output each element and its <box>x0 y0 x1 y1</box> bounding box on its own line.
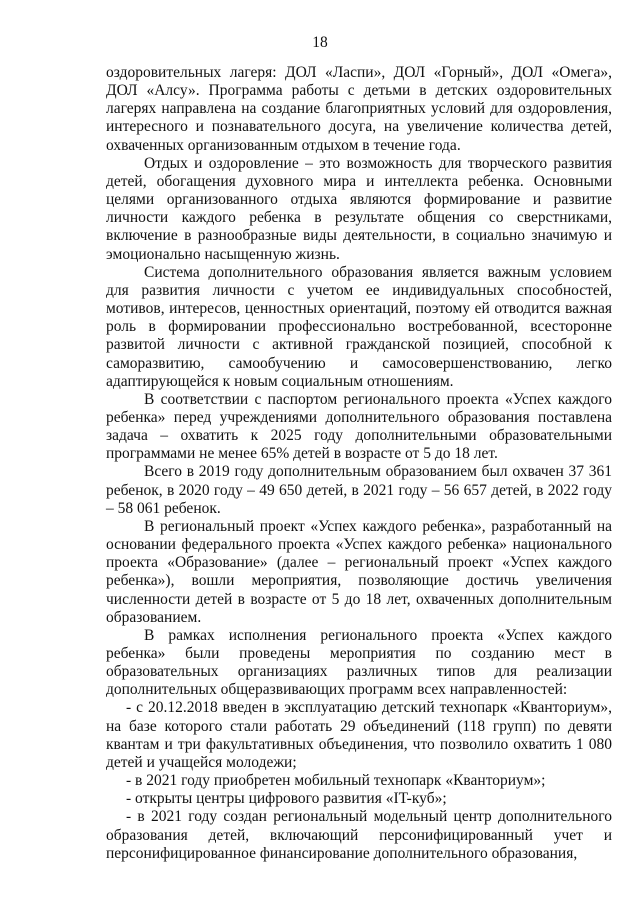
page-body <box>106 64 612 863</box>
paragraph-recreation: Отдых и оздоровление – это возможность для творческого развития детей, обогащения духовного мира и интеллекта ребенка. Основными целями организованного отдыха являются формирование и развитие личности каждого ребенка в результате общения со сверстниками, включение в разнообразные виды деятельности, в социально значимую и эмоционально насыщенную жизнь. <box>106 154 612 263</box>
list-item-model-center: - в 2021 году создан региональный модельный центр дополнительного образования детей, включающий персонифицированный учет и персонифицированное финансирование дополнительного образования, <box>106 808 612 862</box>
paragraph-project-measures: В рамках исполнения регионального проекта «Успех каждого ребенка» были проведены мероприятия по созданию мест в образовательных организациях различных типов для реализации дополнительных общеразвивающих программ всех направленностей: <box>106 626 612 699</box>
paragraph-additional-education: Система дополнительного образования является важным условием для развития личности с учетом ее индивидуальных способностей, мотивов, интересов, ценностных ориентаций, поэтому ей отводится важная роль в формировании профессионально востребованной, всесторонне развитой личности с активной гражданской позицией, способной к саморазвитию, самообучению и самосовершенствованию, легко адаптирующейся к новым социальным отношениям. <box>106 263 612 390</box>
list-item-it-cube: - открыты центры цифрового развития «IT-куб»; <box>126 790 447 808</box>
paragraph-summer-camps: оздоровительных лагеря: ДОЛ «Ласпи», ДОЛ «Горный», ДОЛ «Омега», ДОЛ «Алсу». Программа работы с детьми в детских оздоровительных лагерях направлена на создание благоприятных условий для оздоровления, интересного и познавательного досуга, на увеличение количества детей, охваченных организованным отдыхом в течение года. <box>106 64 612 154</box>
list-item-kvantorium: - с 20.12.2018 введен в эксплуатацию детский технопарк «Кванториум», на базе которого стали работать 29 объединений (118 групп) по девяти квантам и три факультативных объединения, что позволило охватить 1 080 детей и учащейся молодежи; <box>106 699 612 771</box>
list-item-mobile-technopark: - в 2021 году приобретен мобильный технопарк «Кванториум»; <box>126 772 546 790</box>
paragraph-regional-project-goal: В соответствии с паспортом регионального проекта «Успех каждого ребенка» перед учреждениями дополнительного образования поставлена задача – охватить к 2025 году дополнительными образовательными программами не менее 65% детей в возрасте от 5 до 18 лет. <box>106 390 612 463</box>
paragraph-coverage-statistics: Всего в 2019 году дополнительным образованием был охвачен 37 361 ребенок, в 2020 году – 49 650 детей, в 2021 году – 56 657 детей, в 2022 году – 58 061 ребенок. <box>106 463 612 517</box>
page-number: 18 <box>312 34 328 51</box>
paragraph-regional-project: В региональный проект «Успех каждого ребенка», разработанный на основании федерального проекта «Успех каждого ребенка» национального проекта «Образование» (далее – региональный проект «Успех каждого ребенка»), вошли мероприятия, позволяющие достичь увеличения численности детей в возрасте от 5 до 18 лет, охваченных дополнительным образованием. <box>106 517 612 626</box>
